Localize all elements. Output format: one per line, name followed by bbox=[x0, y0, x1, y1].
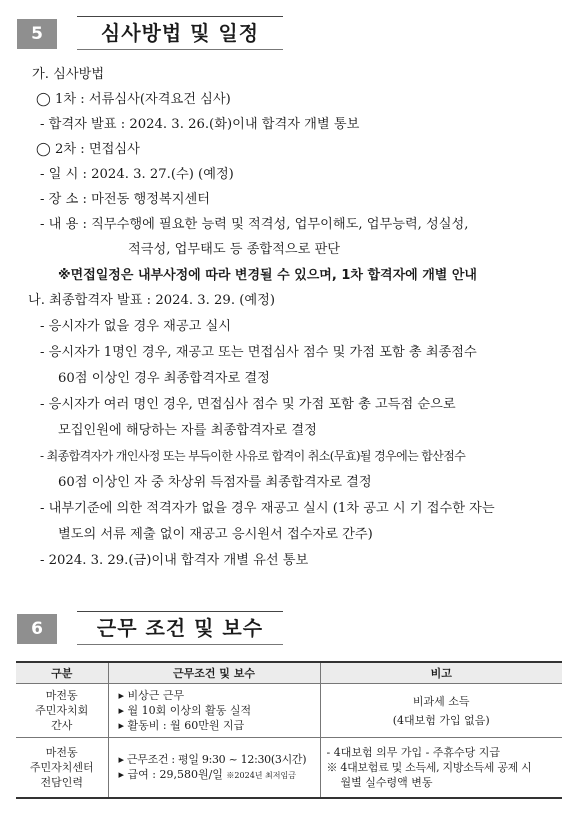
list-item-continued: 모집인원에 해당하는 자를 최종합격자로 결정 bbox=[58, 423, 317, 438]
list-item-continued: 60점 이상인 자 중 차상위 득점자를 최종합격자로 결정 bbox=[58, 475, 372, 490]
section-6-header bbox=[17, 611, 283, 647]
list-item: - 장 소 : 마전동 행정복지센터 bbox=[40, 192, 210, 207]
wage-text: ▸ 급여 : 29,580원/일 bbox=[118, 767, 223, 781]
section-title: 심사방법 및 일정 bbox=[77, 16, 283, 50]
table-row bbox=[16, 684, 562, 738]
header-category: 구분 bbox=[16, 662, 108, 684]
list-item: - 최종합격자가 개인사정 또는 부득이한 사유로 합격이 취소(무효)될 경우에는 합산점수 bbox=[40, 449, 466, 463]
conditions-cell: ▸ 비상근 근무 ▸ 월 10회 이상의 활동 실적 ▸ 활동비 : 월 60만원 지급 bbox=[108, 684, 320, 738]
section-title: 근무 조건 및 보수 bbox=[77, 611, 283, 645]
list-item: - 내 용 : 직무수행에 필요한 능력 및 적격성, 업무이해도, 업무능력, 성실성, bbox=[40, 217, 469, 232]
list-item: - 응시자가 1명인 경우, 재공고 또는 면접심사 점수 및 가점 포함 총 최종점수 bbox=[40, 345, 477, 360]
list-item: ◯ 2차 : 면접심사 bbox=[36, 142, 140, 157]
list-item: - 일 시 : 2024. 3. 27.(수) (예정) bbox=[40, 167, 234, 182]
interview-schedule-notice: ※면접일정은 내부사정에 따라 변경될 수 있으며, 1차 합격자에 개별 안내 bbox=[58, 268, 477, 283]
header-remarks: 비고 bbox=[320, 662, 562, 684]
subheading-final-announcement: 나. 최종합격자 발표 : 2024. 3. 29. (예정) bbox=[28, 293, 275, 308]
section-number-badge: 6 bbox=[17, 614, 57, 644]
list-item: - 2024. 3. 29.(금)이내 합격자 개별 유선 통보 bbox=[40, 553, 309, 568]
category-cell: 마전동 주민자치센터 전담인력 bbox=[16, 738, 108, 798]
list-item: - 응시자가 여러 명인 경우, 면접심사 점수 및 가점 포함 총 고득점 순으로 bbox=[40, 397, 456, 412]
subheading-review-method: 가. 심사방법 bbox=[32, 67, 105, 82]
list-item-continued: 별도의 서류 제출 없이 재공고 응시원서 접수자로 간주) bbox=[58, 527, 373, 542]
section-5-header bbox=[17, 16, 283, 52]
minimum-wage-note: ※2024년 최저임금 bbox=[226, 770, 296, 780]
list-item: - 합격자 발표 : 2024. 3. 26.(화)이내 합격자 개별 통보 bbox=[40, 117, 360, 132]
list-item: ◯ 1차 : 서류심사(자격요건 심사) bbox=[36, 92, 231, 107]
list-item-continued: 60점 이상인 경우 최종합격자로 결정 bbox=[58, 371, 270, 386]
list-item: - 내부기준에 의한 적격자가 없을 경우 재공고 실시 (1차 공고 시 기 접수한 자는 bbox=[40, 501, 495, 516]
list-item: - 응시자가 없을 경우 재공고 실시 bbox=[40, 319, 232, 334]
header-conditions: 근무조건 및 보수 bbox=[108, 662, 320, 684]
remarks-cell: - 4대보험 의무 가입 - 주휴수당 지급 ※ 4대보험료 및 소득세, 지방소득세 공제 시 월별 실수령액 변동 bbox=[320, 738, 562, 798]
conditions-cell: ▸ 근무조건 : 평일 9:30 ~ 12:30(3시간) ▸ 급여 : 29,580원/일 ※2024년 최저임금 bbox=[108, 738, 320, 798]
list-item-continued: 적극성, 업무태도 등 종합적으로 판단 bbox=[128, 242, 341, 257]
work-conditions-table bbox=[16, 661, 562, 799]
table-header-row bbox=[16, 662, 562, 684]
category-cell: 마전동 주민자치회 간사 bbox=[16, 684, 108, 738]
table-row bbox=[16, 738, 562, 798]
remarks-cell: 비과세 소득 (4대보험 가입 없음) bbox=[320, 684, 562, 738]
section-number-badge: 5 bbox=[17, 19, 57, 49]
